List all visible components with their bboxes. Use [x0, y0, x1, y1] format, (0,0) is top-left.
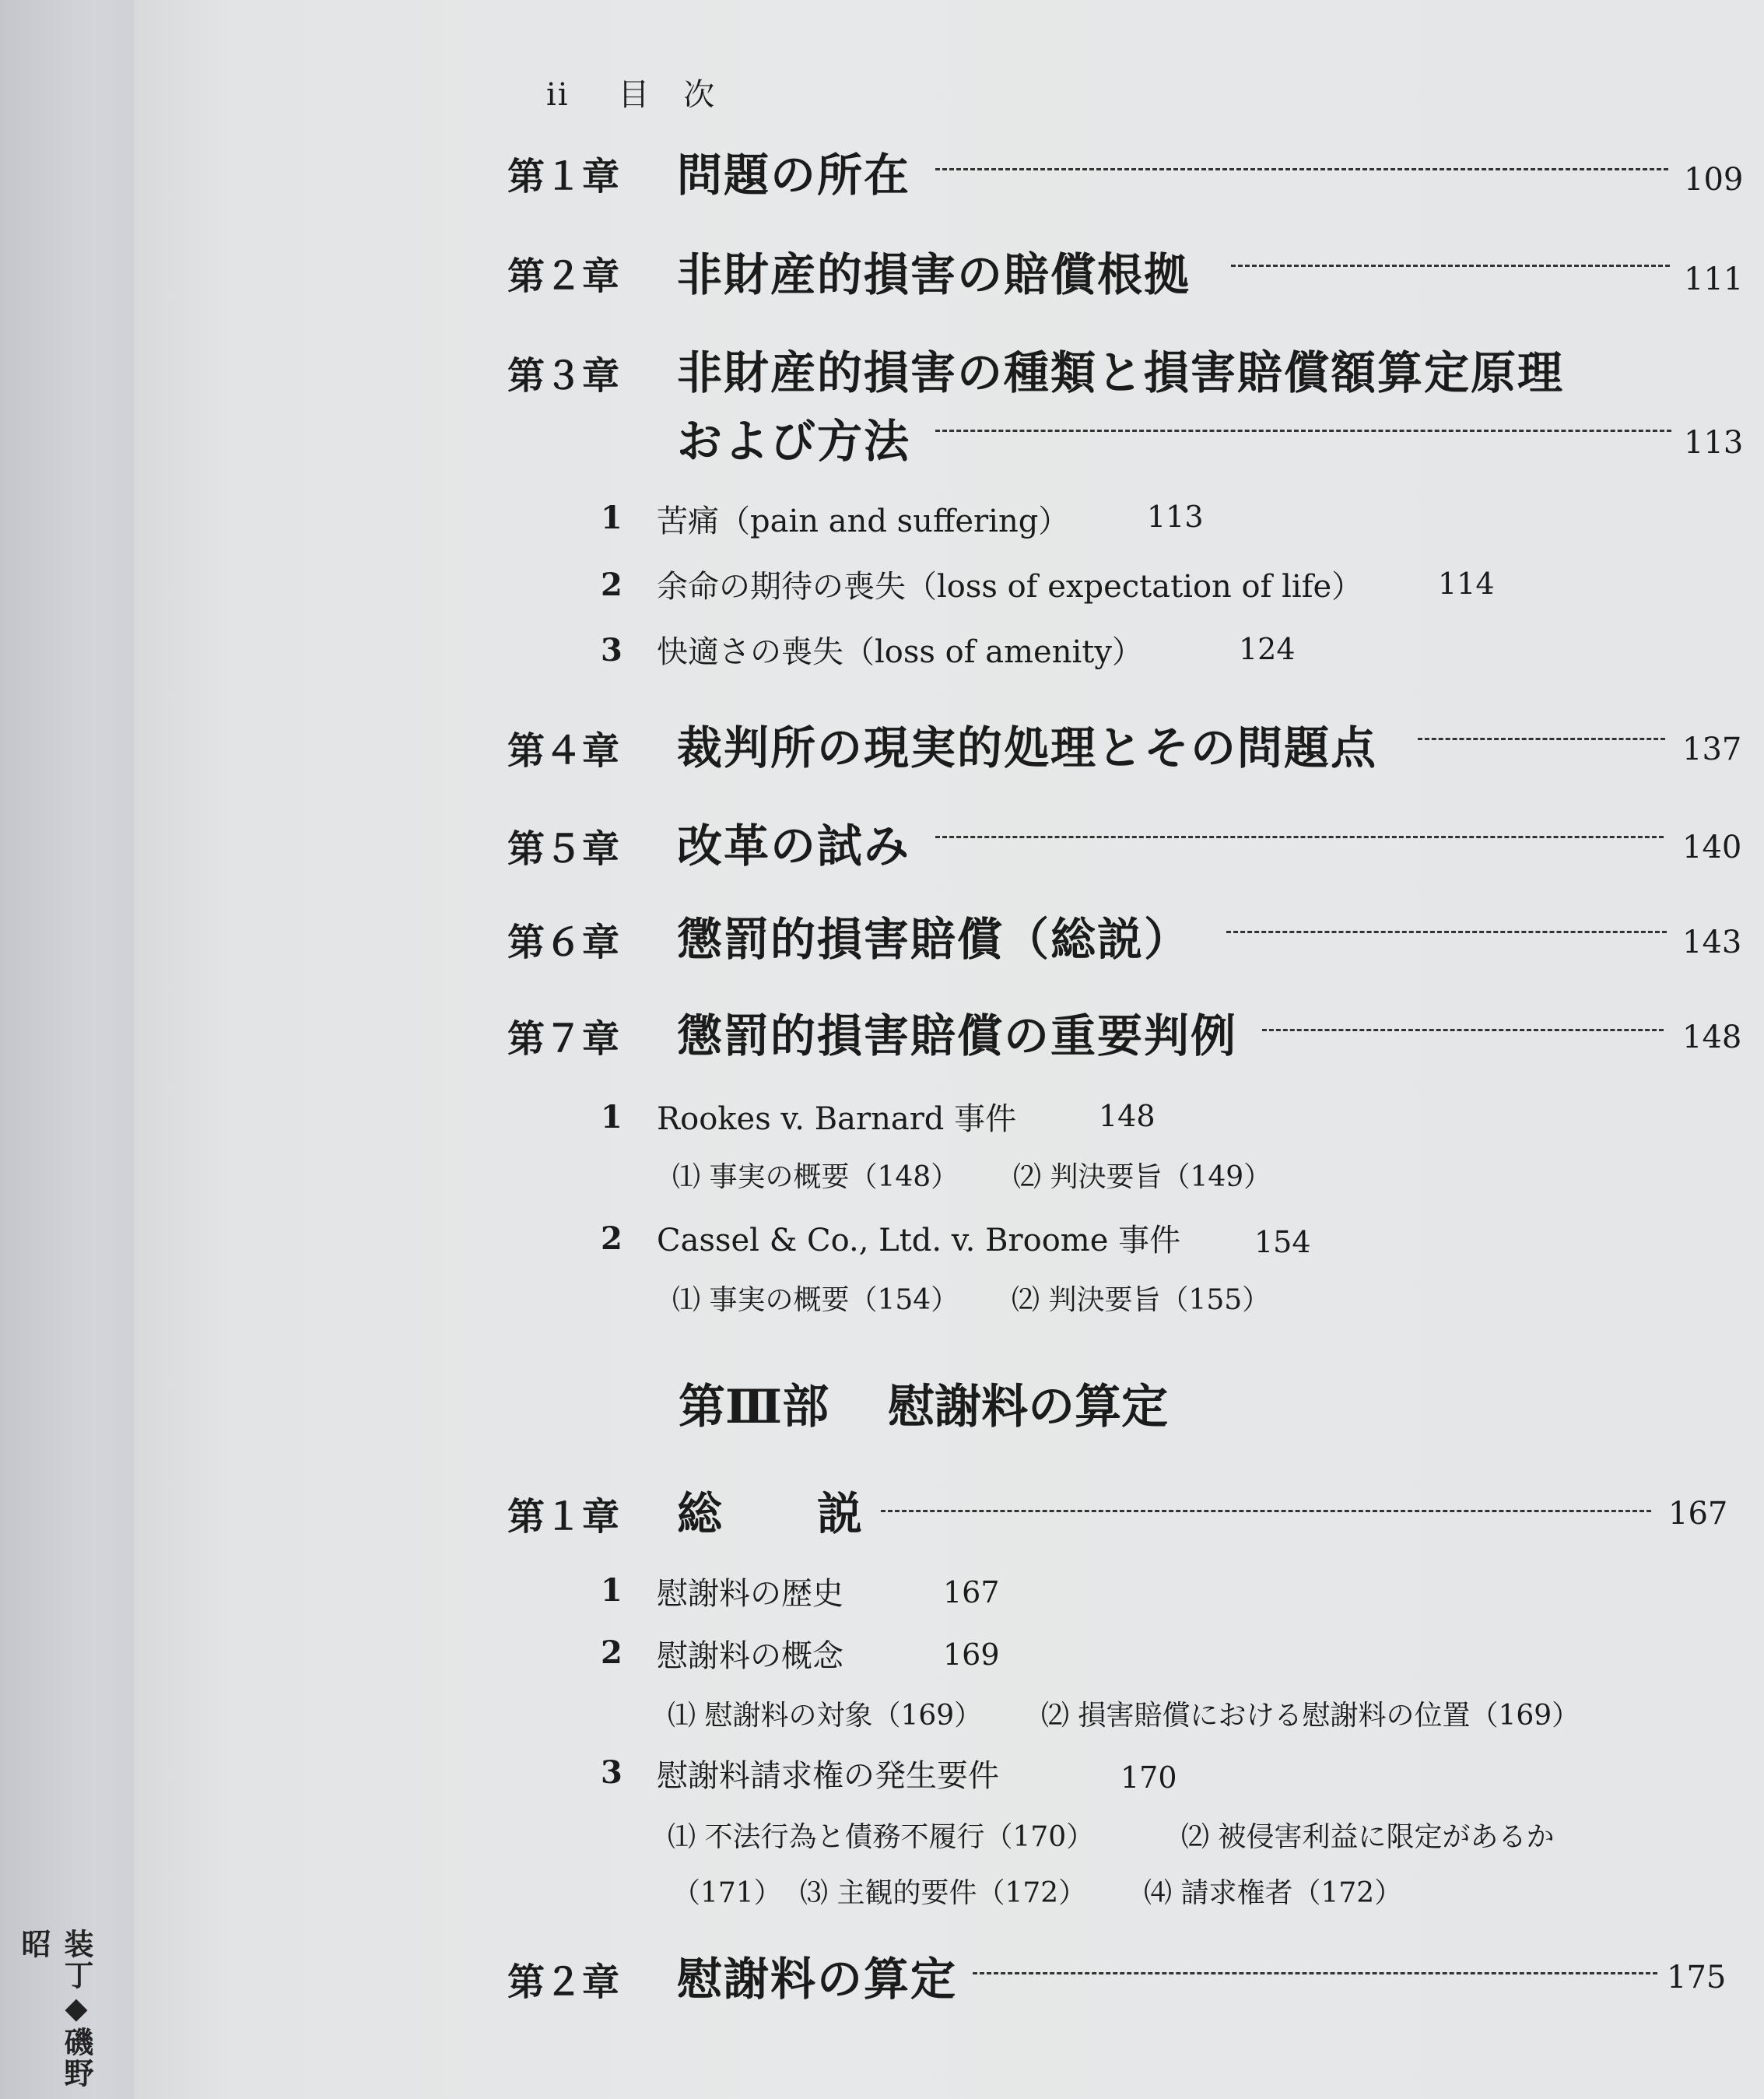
spine-credit: 装丁◆磯野昭	[16, 1929, 93, 2089]
section-page: 167	[943, 1575, 1000, 1609]
chapter-number: 第５章	[507, 827, 620, 871]
section-number: 3	[601, 632, 622, 669]
book-spine	[0, 0, 134, 2099]
section-page: 113	[1147, 500, 1204, 534]
dot-leader	[1262, 1029, 1664, 1031]
chapter-page: 143	[1682, 925, 1742, 960]
section-page: 148	[1099, 1099, 1156, 1133]
chapter-number: 第３章	[507, 354, 620, 398]
dot-leader	[1418, 738, 1665, 740]
section-page: 154	[1254, 1225, 1311, 1259]
chapter-title: 非財産的損害の種類と損害賠償額算定原理	[677, 346, 1565, 399]
part-title: 慰謝料の算定	[888, 1380, 1169, 1434]
running-header	[546, 70, 753, 114]
chapter-number: 第６章	[507, 921, 620, 964]
part-number: 第Ⅲ部	[679, 1380, 829, 1434]
chapter-page: 137	[1682, 732, 1742, 767]
subsection: ⑶ 主観的要件（172）	[800, 1877, 1087, 1909]
section-title: Cassel & Co., Ltd. v. Broome 事件	[657, 1223, 1181, 1258]
section-title: 慰謝料の概念	[657, 1638, 843, 1674]
chapter-page: 140	[1682, 830, 1742, 865]
dot-leader	[935, 168, 1668, 170]
section-page: 169	[943, 1637, 1000, 1672]
chapter-number: 第７章	[507, 1017, 620, 1061]
folio: ii	[546, 77, 570, 113]
dot-leader	[973, 1972, 1657, 1974]
section-title: 慰謝料請求権の発生要件	[657, 1758, 999, 1794]
dot-leader	[1231, 265, 1670, 267]
section-title: 余命の期待の喪失（loss of expectation of life）	[657, 569, 1363, 605]
section-number: 2	[601, 1220, 622, 1257]
chapter-number: 第４章	[507, 729, 620, 773]
chapter-number: 第１章	[507, 1495, 620, 1539]
chapter-title: 懲罰的損害賠償（総説）	[677, 913, 1191, 966]
section-number: 1	[601, 500, 622, 536]
section-page: 114	[1438, 567, 1495, 601]
dot-leader	[1226, 931, 1667, 933]
dot-leader	[935, 430, 1671, 432]
dot-leader	[881, 1510, 1651, 1512]
section-page: 124	[1239, 632, 1296, 666]
chapter-title: 非財産的損害の賠償根拠	[677, 248, 1191, 301]
chapter-title: 改革の試み	[677, 820, 911, 872]
chapter-title: 裁判所の現実的処理とその問題点	[677, 721, 1378, 774]
section-number: 2	[601, 1634, 622, 1671]
section-title: Rookes v. Barnard 事件	[657, 1101, 1017, 1137]
chapter-number: 第２章	[507, 254, 620, 298]
section-number: 3	[601, 1754, 622, 1791]
section-title: 慰謝料の歴史	[657, 1576, 843, 1612]
subsection: ⑵ 判決要旨（155）	[1012, 1284, 1271, 1316]
section-page: 170	[1120, 1760, 1177, 1795]
section-number: 2	[601, 567, 622, 603]
subsection: ⑵ 判決要旨（149）	[1013, 1161, 1272, 1193]
part-heading	[679, 1370, 1168, 1437]
subsection: ⑷ 請求権者（172）	[1144, 1877, 1403, 1909]
subsection: ⑴ 事実の概要（148）	[672, 1161, 959, 1193]
chapter-title: 慰謝料の算定	[677, 1953, 958, 2006]
chapter-number: 第１章	[507, 155, 620, 198]
subsection: （171）	[672, 1877, 782, 1909]
chapter-title: 懲罰的損害賠償の重要判例	[677, 1009, 1238, 1062]
subsection: ⑴ 事実の概要（154）	[672, 1284, 959, 1316]
chapter-page: 113	[1684, 425, 1744, 461]
chapter-title: 問題の所在	[677, 149, 911, 202]
chapter-page: 148	[1682, 1020, 1742, 1055]
dot-leader	[935, 836, 1664, 838]
subsection: ⑵ 被侵害利益に限定があるか	[1181, 1821, 1555, 1853]
chapter-number: 第２章	[507, 1960, 620, 2004]
subsection: ⑴ 不法行為と債務不履行（170）	[668, 1821, 1095, 1853]
section-title: 快適さの喪失（loss of amenity）	[657, 634, 1143, 670]
chapter-title: 総 説	[677, 1487, 864, 1540]
section-number: 1	[601, 1572, 622, 1609]
subsection: ⑵ 損害賠償における慰謝料の位置（169）	[1041, 1700, 1580, 1732]
chapter-title-continued: および方法	[677, 415, 911, 468]
chapter-page: 175	[1667, 1960, 1727, 1995]
chapter-page: 167	[1668, 1496, 1728, 1532]
chapter-page: 109	[1684, 162, 1744, 198]
header-title: 目 次	[618, 77, 717, 113]
section-number: 1	[601, 1099, 622, 1135]
subsection: ⑴ 慰謝料の対象（169）	[668, 1700, 983, 1732]
toc-page	[134, 0, 1764, 2099]
section-title: 苦痛（pain and suffering）	[657, 504, 1070, 539]
chapter-page: 111	[1684, 261, 1744, 297]
